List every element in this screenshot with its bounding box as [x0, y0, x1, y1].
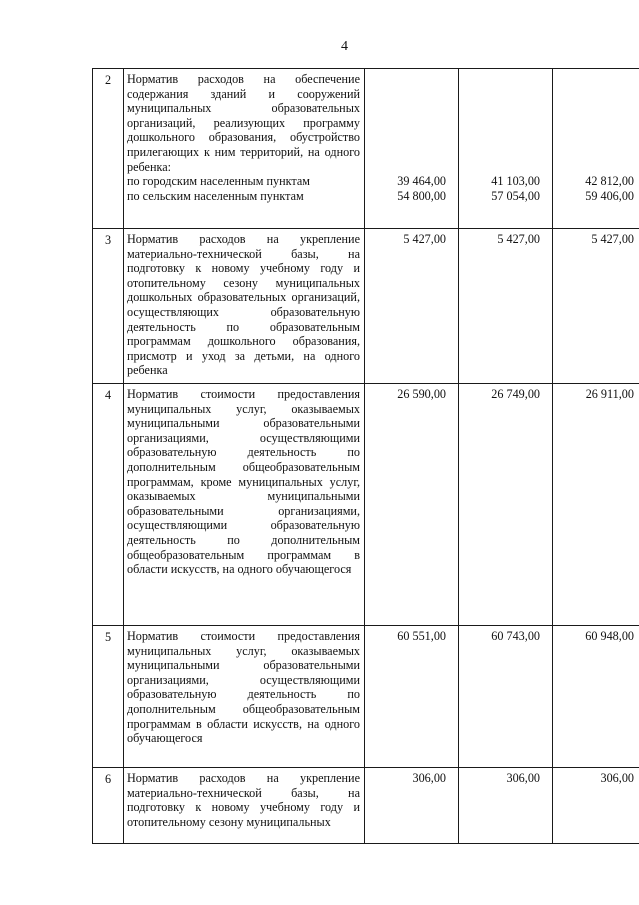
row-description: Норматив стоимости предоставления муниципальных услуг, оказываемых муниципальными образовательными организациями, осуществляющими образовательную деятельность по дополнительным общеобразовательным программам в области искусств, на одного обучающегося: [124, 626, 365, 768]
description-text: Норматив расходов на обеспечение содержания зданий и сооружений муниципальных образовательных организаций, реализующих программу дошкольного образования, обустройство прилегающих к ним территорий, на одного ребенка:: [127, 72, 360, 174]
row-description: Норматив расходов на укрепление материально-технической базы, на подготовку к новому учебному году и отопительному сезону муниципальных: [124, 768, 365, 844]
sub-item-label: по сельским населенным пунктам: [127, 188, 304, 203]
value-cell: [365, 69, 459, 229]
value-cell: 26 749,00: [459, 384, 553, 626]
value-cell: 60 743,00: [459, 626, 553, 768]
value-cell: 5 427,00: [459, 229, 553, 384]
row-description: [124, 69, 365, 229]
page-number: 4: [341, 39, 348, 54]
value-cell: 60 948,00: [553, 626, 639, 768]
value: 54 800,00: [397, 188, 446, 203]
table-row: [93, 626, 639, 768]
row-description: Норматив стоимости предоставления муниципальных услуг, оказываемых муниципальными образовательными организациями, осуществляющими образовательную деятельность по дополнительным общеобразовательным программам, кроме муниципальных услуг, оказываемых муниципальными образовательными организациями, осуществляющими образовательную деятельность по дополнительным общеобразовательным программам в области искусств, на одного обучающегося: [124, 384, 365, 626]
value-cell: 5 427,00: [365, 229, 459, 384]
value-cell: [553, 69, 639, 229]
value: 57 054,00: [491, 188, 540, 203]
row-number: 4: [93, 384, 124, 626]
value-cell: 306,00: [459, 768, 553, 844]
norms-table: [92, 68, 639, 844]
value: 39 464,00: [397, 174, 446, 188]
row-number: 2: [93, 69, 124, 229]
value: 59 406,00: [585, 188, 634, 203]
table-row: [93, 384, 639, 626]
value-cell: [459, 69, 553, 229]
row-number: 5: [93, 626, 124, 768]
value-cell: 60 551,00: [365, 626, 459, 768]
table-row: [93, 69, 639, 229]
table-row: [93, 768, 639, 844]
value-cell: 26 911,00: [553, 384, 639, 626]
row-number: 6: [93, 768, 124, 844]
value-cell: 306,00: [365, 768, 459, 844]
table-row: [93, 229, 639, 384]
value: 41 103,00: [491, 174, 540, 188]
row-description: Норматив расходов на укрепление материально-технической базы, на подготовку к новому учебному году и отопительному сезону муниципальных дошкольных образовательных организаций, осуществляющих образовательную деятельность по образовательным программам дошкольного образования, присмотр и уход за детьми, на одного ребенка: [124, 229, 365, 384]
value-cell: 306,00: [553, 768, 639, 844]
value: 42 812,00: [585, 174, 634, 188]
value-cell: 26 590,00: [365, 384, 459, 626]
row-number: 3: [93, 229, 124, 384]
value-cell: 5 427,00: [553, 229, 639, 384]
sub-item-label: по городским населенным пунктам: [127, 174, 310, 189]
